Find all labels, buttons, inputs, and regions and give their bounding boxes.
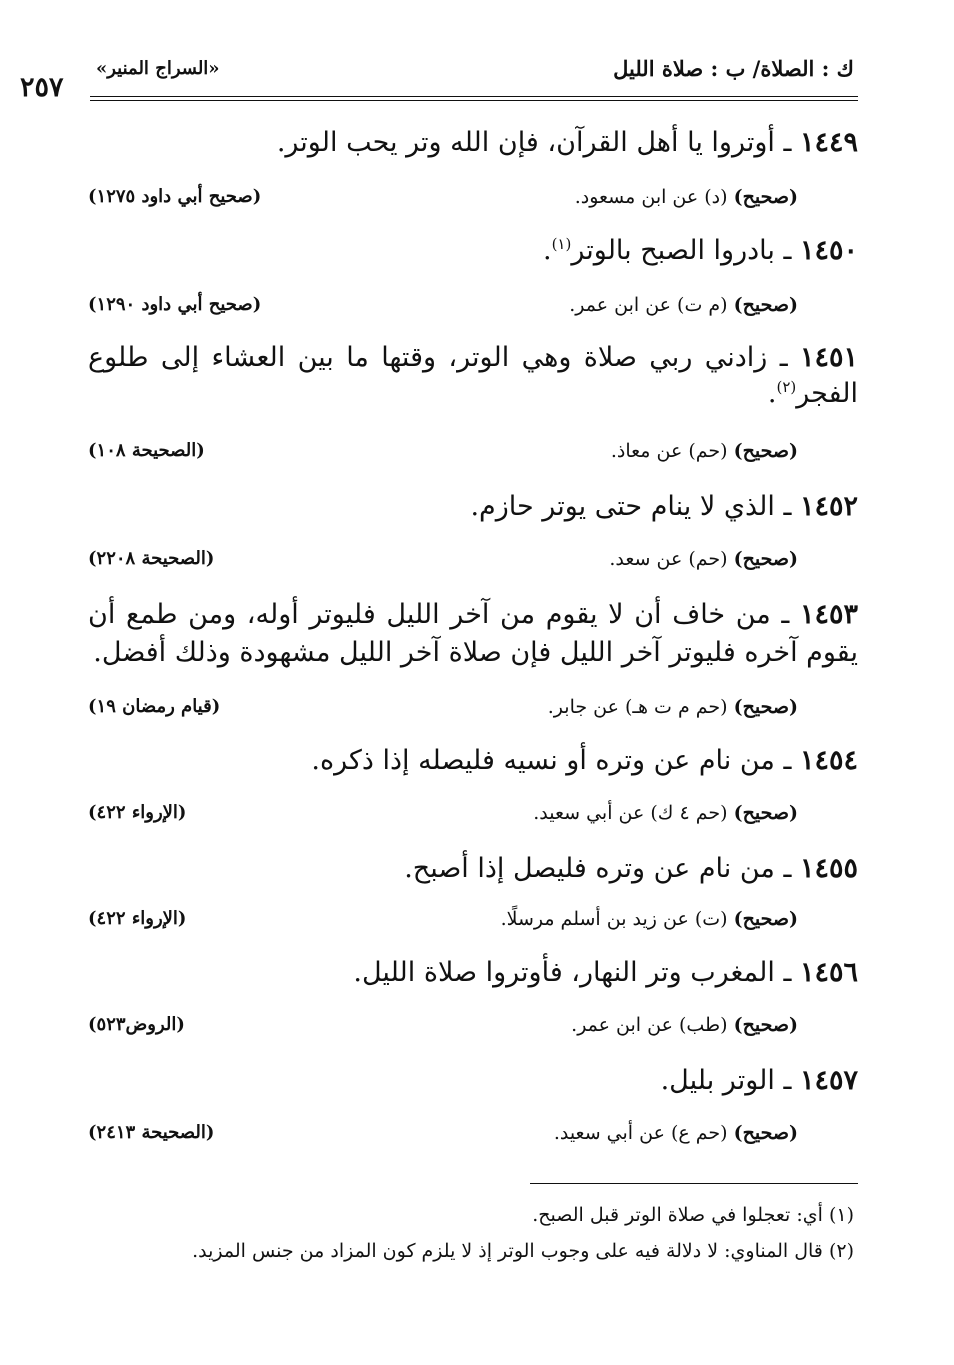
hadith-body: المغرب وتر النهار، فأوتروا صلاة الليل.: [353, 957, 775, 988]
source-text: (ت) عن زيد بن أسلم مرسلًا.: [500, 908, 728, 930]
grade-label: (صحيح): [733, 186, 798, 208]
hadith-reference: (الصحيحة ٢٤١٣): [88, 1122, 215, 1143]
footnote-rule: [530, 1183, 858, 1184]
footnote-mark: (١): [828, 1204, 854, 1226]
hadith-source: [533, 802, 798, 824]
hadith-body: من نام عن وتره فليصل إذا أصبح.: [404, 853, 775, 884]
hadith-reference: (صحيح أبي داود ١٢٩٠): [88, 294, 262, 315]
header-rule-second: [90, 100, 858, 101]
grade-label: (صحيح): [733, 440, 798, 462]
hadith-reference: (الإرواء ٤٢٢): [88, 908, 187, 929]
hadith-reference: (الصحيحة ١٠٨): [88, 440, 205, 461]
hadith-reference: (صحيح أبي داود ١٢٧٥): [88, 186, 262, 207]
source-text: (حم) عن معاذ.: [610, 440, 728, 462]
book-title: «السراج المنير»: [96, 58, 220, 79]
grade-label: (صحيح): [733, 696, 798, 718]
hadith-text: ١٤٥١ ـ زادني ربي صلاة وهي الوتر، وقتها ما بين العشاء إلى طلوع الفجر$^{(٢)}$.: [88, 342, 858, 409]
hadith-body-end: .: [767, 378, 777, 409]
source-text: (حم) عن سعد.: [609, 548, 728, 570]
hadith-number: ١٤٥٦: [799, 957, 858, 988]
hadith-text: ١٤٥٧ ـ الوتر بليل.: [660, 1065, 858, 1096]
hadith-reference: (الصحيحة ٢٢٠٨): [88, 548, 215, 569]
hadith-body: بادروا الصبح بالوتر: [571, 235, 775, 266]
hadith-source: [571, 1014, 798, 1036]
hadith-number: ١٤٥٧: [799, 1065, 858, 1096]
footnote-text: قال المناوي: لا دلالة فيه على وجوب الوتر إذ لا يلزم كون المزاد من جنس المزيد.: [192, 1240, 823, 1262]
footnote: [192, 1240, 854, 1262]
hadith-number: ١٤٥٢: [799, 491, 858, 522]
hadith-source: [609, 548, 798, 570]
page-number: ٢٥٧: [20, 72, 64, 103]
grade-label: (صحيح): [733, 548, 798, 570]
chapter-heading: ك : الصلاة/ ب : صلاة الليل: [613, 56, 854, 81]
hadith-text: ١٤٥٢ ـ الذي لا ينام حتى يوتر حازم.: [470, 491, 858, 522]
hadith-body: الوتر بليل.: [660, 1065, 775, 1096]
footnote-mark: (٢): [776, 378, 797, 396]
hadith-body: زادني ربي صلاة وهي الوتر، وقتها ما بين العشاء إلى طلوع الفجر: [88, 342, 858, 409]
hadith-text: ١٤٤٩ ـ أوتروا يا أهل القرآن، فإن الله وتر يحب الوتر.: [276, 127, 858, 158]
hadith-source: [501, 908, 798, 930]
header-rule: [90, 96, 858, 97]
grade-label: (صحيح): [733, 908, 798, 930]
hadith-body: من نام عن وتره أو نسيه فليصله إذا ذكره.: [311, 745, 775, 776]
hadith-number: ١٤٥١: [799, 342, 858, 373]
grade-label: (صحيح): [733, 1122, 798, 1144]
footnote-mark: (١): [551, 235, 572, 253]
hadith-body: الذي لا ينام حتى يوتر حازم.: [470, 491, 775, 522]
hadith-body-end: .: [542, 235, 552, 266]
hadith-reference: (الإرواء ٤٢٢): [88, 802, 187, 823]
source-text: (حم م ت هـ) عن جابر.: [547, 696, 728, 718]
source-text: (حم ع) عن أبي سعيد.: [553, 1122, 728, 1144]
hadith-text: ١٤٥٣ ـ من خاف أن لا يقوم من آخر الليل فليوتر أوله، ومن طمع أن يقوم آخره فليوتر آخر الليل فإن صلاة آخر الليل مشهودة وذلك أفضل.: [88, 599, 858, 668]
hadith-source: [569, 294, 798, 316]
source-text: (طب) عن ابن عمر.: [571, 1014, 728, 1036]
hadith-text: ١٤٥٥ ـ من نام عن وتره فليصل إذا أصبح.: [404, 853, 858, 884]
hadith-body: أوتروا يا أهل القرآن، فإن الله وتر يحب الوتر.: [276, 127, 775, 158]
grade-label: (صحيح): [733, 1014, 798, 1036]
source-text: (د) عن ابن مسعود.: [574, 186, 728, 208]
hadith-source: [548, 696, 798, 718]
hadith-number: ١٤٥٣: [799, 599, 858, 630]
hadith-body: من خاف أن لا يقوم من آخر الليل فليوتر أوله، ومن طمع أن يقوم آخره فليوتر آخر الليل فإن صلاة آخر الليل مشهودة وذلك أفضل.: [88, 599, 858, 668]
hadith-source: [554, 1122, 798, 1144]
hadith-source: [611, 440, 798, 462]
source-text: (حم ٤ ك) عن أبي سعيد.: [533, 802, 728, 824]
hadith-source: [575, 186, 798, 208]
source-text: (م ت) عن ابن عمر.: [569, 294, 728, 316]
hadith-reference: (قيام رمضان ١٩): [88, 696, 221, 717]
grade-label: (صحيح): [733, 294, 798, 316]
hadith-number: ١٤٥٠: [799, 235, 858, 266]
hadith-text: ١٤٥٠ ـ بادروا الصبح بالوتر$^{(١)}$.: [542, 235, 858, 266]
grade-label: (صحيح): [733, 802, 798, 824]
hadith-number: ١٤٤٩: [799, 127, 858, 158]
hadith-number: ١٤٥٥: [799, 853, 858, 884]
hadith-text: ١٤٥٦ ـ المغرب وتر النهار، فأوتروا صلاة الليل.: [353, 957, 858, 988]
hadith-number: ١٤٥٤: [799, 745, 858, 776]
footnote-mark: (٢): [828, 1240, 854, 1262]
hadith-reference: (الروض٥٢٣): [88, 1014, 185, 1035]
footnote-text: أي: تعجلوا في صلاة الوتر قبل الصبح.: [532, 1204, 823, 1226]
hadith-text: ١٤٥٤ ـ من نام عن وتره أو نسيه فليصله إذا ذكره.: [311, 745, 858, 776]
footnote: [532, 1204, 854, 1226]
